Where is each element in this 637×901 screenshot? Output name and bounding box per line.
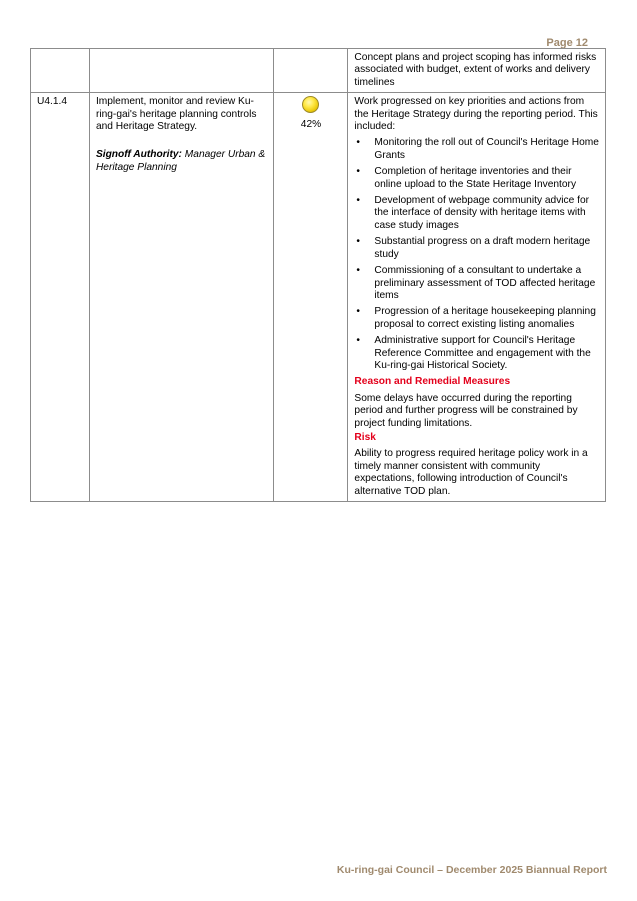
risk-heading: Risk (354, 431, 376, 443)
list-item: • Administrative support for Council's Heritage Reference Committee and engagement with the Ku-ring-gai Historical Society. (354, 335, 600, 372)
table-row (31, 93, 606, 502)
status-cell (273, 93, 348, 502)
code-cell: U4.1.4 (31, 93, 90, 502)
code-cell (31, 49, 90, 93)
risk-text: Ability to progress required heritage policy work in a timely manner consistent with community expectations, following introduction of Council's alternative TOD plan. (354, 448, 588, 497)
progress-list (354, 137, 600, 372)
reason-text: Some delays have occurred during the reporting period and further progress will be constrained by project funding limitations. (354, 392, 578, 429)
signoff-authority (96, 149, 268, 174)
status-cell (273, 49, 348, 93)
list-item: • Commissioning of a consultant to undertake a preliminary assessment of TOD affected heritage items (354, 265, 600, 302)
comment-intro: Work progressed on key priorities and actions from the Heritage Strategy during the reporting period. This included: (354, 96, 598, 133)
footer: Ku-ring-gai Council – December 2025 Biannual Report (336, 864, 607, 876)
progress-table (30, 48, 606, 502)
action-cell (89, 93, 273, 502)
list-item: • Substantial progress on a draft modern heritage study (354, 236, 600, 261)
list-item: • Development of webpage community advice for the interface of density with heritage items with case study images (354, 195, 600, 232)
signoff-label: Signoff Authority: (95, 149, 182, 161)
list-item: • Completion of heritage inventories and their online upload to the State Heritage Inventory (354, 166, 600, 191)
reason-heading: Reason and Remedial Measures (354, 376, 511, 388)
action-cell (89, 49, 273, 93)
comment-cell (348, 49, 606, 93)
list-item: • Progression of a heritage housekeeping planning proposal to correct existing listing anomalies (354, 306, 600, 331)
list-item: • Monitoring the roll out of Council's Heritage Home Grants (354, 137, 600, 162)
signoff-value: Manager Urban & Heritage Planning (95, 149, 266, 173)
comment-text: Concept plans and project scoping has informed risks associated with budget, extent of works and delivery timelines (354, 52, 597, 88)
comment-cell (348, 93, 606, 502)
status-indicator-icon (302, 96, 319, 113)
action-text: Implement, monitor and review Ku-ring-gai's heritage planning controls and Heritage Strategy. (95, 96, 257, 133)
page-number: Page 12 (546, 37, 588, 49)
table-row (31, 49, 606, 93)
progress-percent: 42% (300, 119, 322, 131)
